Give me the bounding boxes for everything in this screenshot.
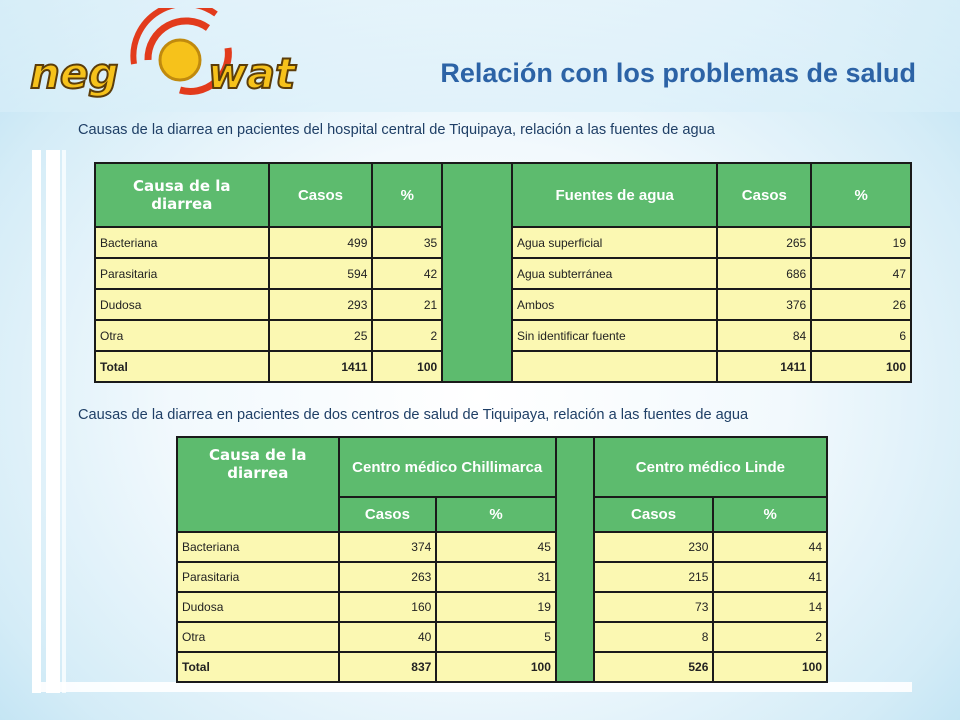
table-cell: Total [95, 351, 269, 382]
table-cell: 35 [372, 227, 442, 258]
column-header: % [713, 497, 827, 532]
table-cell: 374 [339, 532, 437, 562]
page-title: Relación con los problemas de salud [440, 58, 916, 88]
table-cell: 26 [811, 289, 911, 320]
table-cell: 2 [713, 622, 827, 652]
table1-caption: Causas de la diarrea en pacientes del hospital central de Tiquipaya, relación a las fuentes de agua [78, 122, 715, 138]
table-cell: 265 [717, 227, 811, 258]
table-cell: Ambos [512, 289, 717, 320]
column-header: Fuentes de agua [512, 163, 717, 227]
table-divider [556, 437, 594, 682]
table-cell: 160 [339, 592, 437, 622]
decorative-bar [62, 150, 66, 693]
table-cell: 8 [594, 622, 714, 652]
group-header: Centro médico Chillimarca [339, 437, 556, 497]
table-cell: 19 [811, 227, 911, 258]
health-centers-table [176, 436, 828, 683]
table-cell: 499 [269, 227, 373, 258]
table-cell: 73 [594, 592, 714, 622]
column-header: Causa de la diarrea [177, 437, 339, 532]
table-cell: 837 [339, 652, 437, 682]
table-cell: Agua subterránea [512, 258, 717, 289]
table-row [177, 562, 827, 592]
column-header: Casos [717, 163, 811, 227]
table-cell: Total [177, 652, 339, 682]
column-header: Casos [594, 497, 714, 532]
table-row [177, 532, 827, 562]
table-cell: 40 [339, 622, 437, 652]
table-cell: Parasitaria [177, 562, 339, 592]
table-cell: 14 [713, 592, 827, 622]
table-cell: 686 [717, 258, 811, 289]
column-header: Casos [269, 163, 373, 227]
table-cell: 100 [811, 351, 911, 382]
table-cell: 6 [811, 320, 911, 351]
table-row [177, 592, 827, 622]
table-cell: 100 [436, 652, 556, 682]
table-cell: 1411 [269, 351, 373, 382]
table-row [177, 622, 827, 652]
hospital-table [94, 162, 912, 383]
table-cell: 44 [713, 532, 827, 562]
table-cell: 84 [717, 320, 811, 351]
table-cell: Bacteriana [177, 532, 339, 562]
column-header: % [436, 497, 556, 532]
decorative-bar [32, 682, 912, 692]
table-cell: 215 [594, 562, 714, 592]
table-cell: 5 [436, 622, 556, 652]
decorative-bar [46, 150, 60, 693]
table-cell: 230 [594, 532, 714, 562]
table-cell: Otra [177, 622, 339, 652]
svg-text:neg: neg [30, 49, 119, 98]
table-cell: Dudosa [95, 289, 269, 320]
table-cell: Agua superficial [512, 227, 717, 258]
table-cell: Bacteriana [95, 227, 269, 258]
table-cell: Sin identificar fuente [512, 320, 717, 351]
table-cell: Otra [95, 320, 269, 351]
column-header: % [811, 163, 911, 227]
table-cell: 31 [436, 562, 556, 592]
group-header: Centro médico Linde [594, 437, 827, 497]
table-cell: 19 [436, 592, 556, 622]
table-cell: 293 [269, 289, 373, 320]
table-cell [512, 351, 717, 382]
table-cell: 25 [269, 320, 373, 351]
table-cell: Dudosa [177, 592, 339, 622]
column-header: Causa de la diarrea [95, 163, 269, 227]
column-header: Casos [339, 497, 437, 532]
table-cell: 594 [269, 258, 373, 289]
table-cell: 41 [713, 562, 827, 592]
decorative-bar [32, 150, 41, 693]
table-cell: 263 [339, 562, 437, 592]
table-cell: 376 [717, 289, 811, 320]
table-cell: Parasitaria [95, 258, 269, 289]
table-cell: 45 [436, 532, 556, 562]
negowat-logo [30, 8, 330, 108]
table-cell: 21 [372, 289, 442, 320]
table2-caption: Causas de la diarrea en pacientes de dos centros de salud de Tiquipaya, relación a las fuentes de agua [78, 407, 749, 423]
table-cell: 1411 [717, 351, 811, 382]
table-divider [442, 163, 512, 382]
table-cell: 100 [713, 652, 827, 682]
table-cell: 526 [594, 652, 714, 682]
table-cell: 100 [372, 351, 442, 382]
svg-text:wat: wat [208, 49, 296, 98]
column-header: % [372, 163, 442, 227]
table-cell: 2 [372, 320, 442, 351]
table-cell: 42 [372, 258, 442, 289]
table-cell: 47 [811, 258, 911, 289]
total-row [177, 652, 827, 682]
